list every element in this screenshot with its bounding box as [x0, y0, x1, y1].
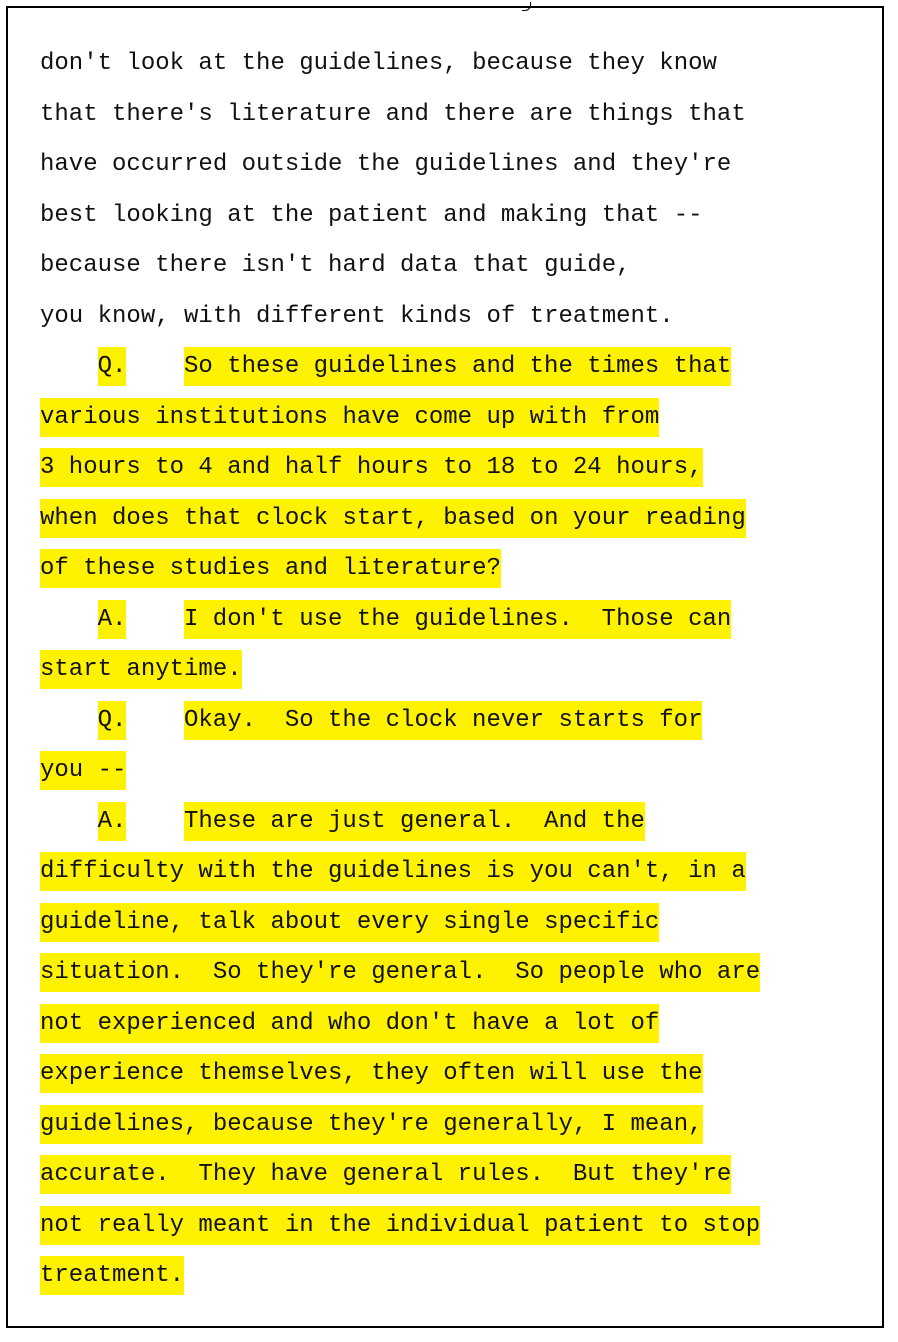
transcript-line	[40, 544, 760, 595]
line-text: have occurred outside the guidelines and they're	[40, 151, 732, 178]
transcript-line	[40, 90, 760, 141]
transcript-line-question	[40, 342, 760, 393]
transcript-line	[40, 898, 760, 949]
transcript-line	[40, 847, 760, 898]
transcript-line	[40, 443, 760, 494]
highlighted-line-text: when does that clock start, based on your reading	[40, 499, 746, 538]
speaker-label-a: A.	[98, 600, 127, 639]
transcript-line	[40, 1251, 760, 1302]
transcript-body	[40, 39, 760, 1302]
line-text: you know, with different kinds of treatment.	[40, 302, 674, 330]
highlighted-line-text: of these studies and literature?	[40, 549, 501, 588]
page-edge-mark	[522, 2, 531, 11]
transcript-line	[40, 1201, 760, 1252]
transcript-line	[40, 191, 760, 242]
highlighted-line-text: guideline, talk about every single specific	[40, 903, 659, 942]
highlighted-line-text: not experienced and who don't have a lot of	[40, 1004, 659, 1043]
transcript-line	[40, 292, 760, 343]
transcript-line	[40, 948, 760, 999]
transcript-line	[40, 999, 760, 1050]
highlighted-line-text: So these guidelines and the times that	[184, 347, 731, 386]
highlighted-line-text: not really meant in the individual patient to stop	[40, 1206, 760, 1245]
transcript-line	[40, 1150, 760, 1201]
speaker-label-q: Q.	[98, 347, 127, 386]
transcript-line-answer	[40, 595, 760, 646]
speaker-label-q: Q.	[98, 701, 127, 740]
transcript-line	[40, 1100, 760, 1151]
highlighted-line-text: experience themselves, they often will use the	[40, 1054, 703, 1093]
highlighted-line-text: treatment.	[40, 1256, 184, 1295]
transcript-line-answer	[40, 797, 760, 848]
speaker-label-a: A.	[98, 802, 127, 841]
highlighted-line-text: various institutions have come up with from	[40, 398, 659, 437]
highlighted-line-text: situation. So they're general. So people who are	[40, 953, 760, 992]
highlighted-line-text: guidelines, because they're generally, I mean,	[40, 1105, 703, 1144]
highlighted-line-text: Okay. So the clock never starts for	[184, 701, 702, 740]
transcript-line	[40, 393, 760, 444]
transcript-line	[40, 39, 760, 90]
transcript-page	[6, 6, 884, 1328]
transcript-line-question	[40, 696, 760, 747]
transcript-line	[40, 645, 760, 696]
transcript-line	[40, 140, 760, 191]
transcript-line	[40, 746, 760, 797]
transcript-line	[40, 1049, 760, 1100]
highlighted-line-text: difficulty with the guidelines is you can't, in a	[40, 852, 746, 891]
transcript-line	[40, 241, 760, 292]
highlighted-line-text: These are just general. And the	[184, 802, 645, 841]
highlighted-line-text: accurate. They have general rules. But they're	[40, 1155, 731, 1194]
line-text: best looking at the patient and making that --	[40, 201, 703, 229]
highlighted-line-text: start anytime.	[40, 650, 242, 689]
highlighted-line-text: 3 hours to 4 and half hours to 18 to 24 hours,	[40, 448, 703, 487]
transcript-line	[40, 494, 760, 545]
highlighted-line-text: you --	[40, 751, 126, 790]
line-text: because there isn't hard data that guide,	[40, 252, 631, 279]
highlighted-line-text: I don't use the guidelines. Those can	[184, 600, 731, 639]
line-text: that there's literature and there are things that	[40, 100, 746, 128]
line-text: don't look at the guidelines, because they know	[40, 50, 717, 77]
